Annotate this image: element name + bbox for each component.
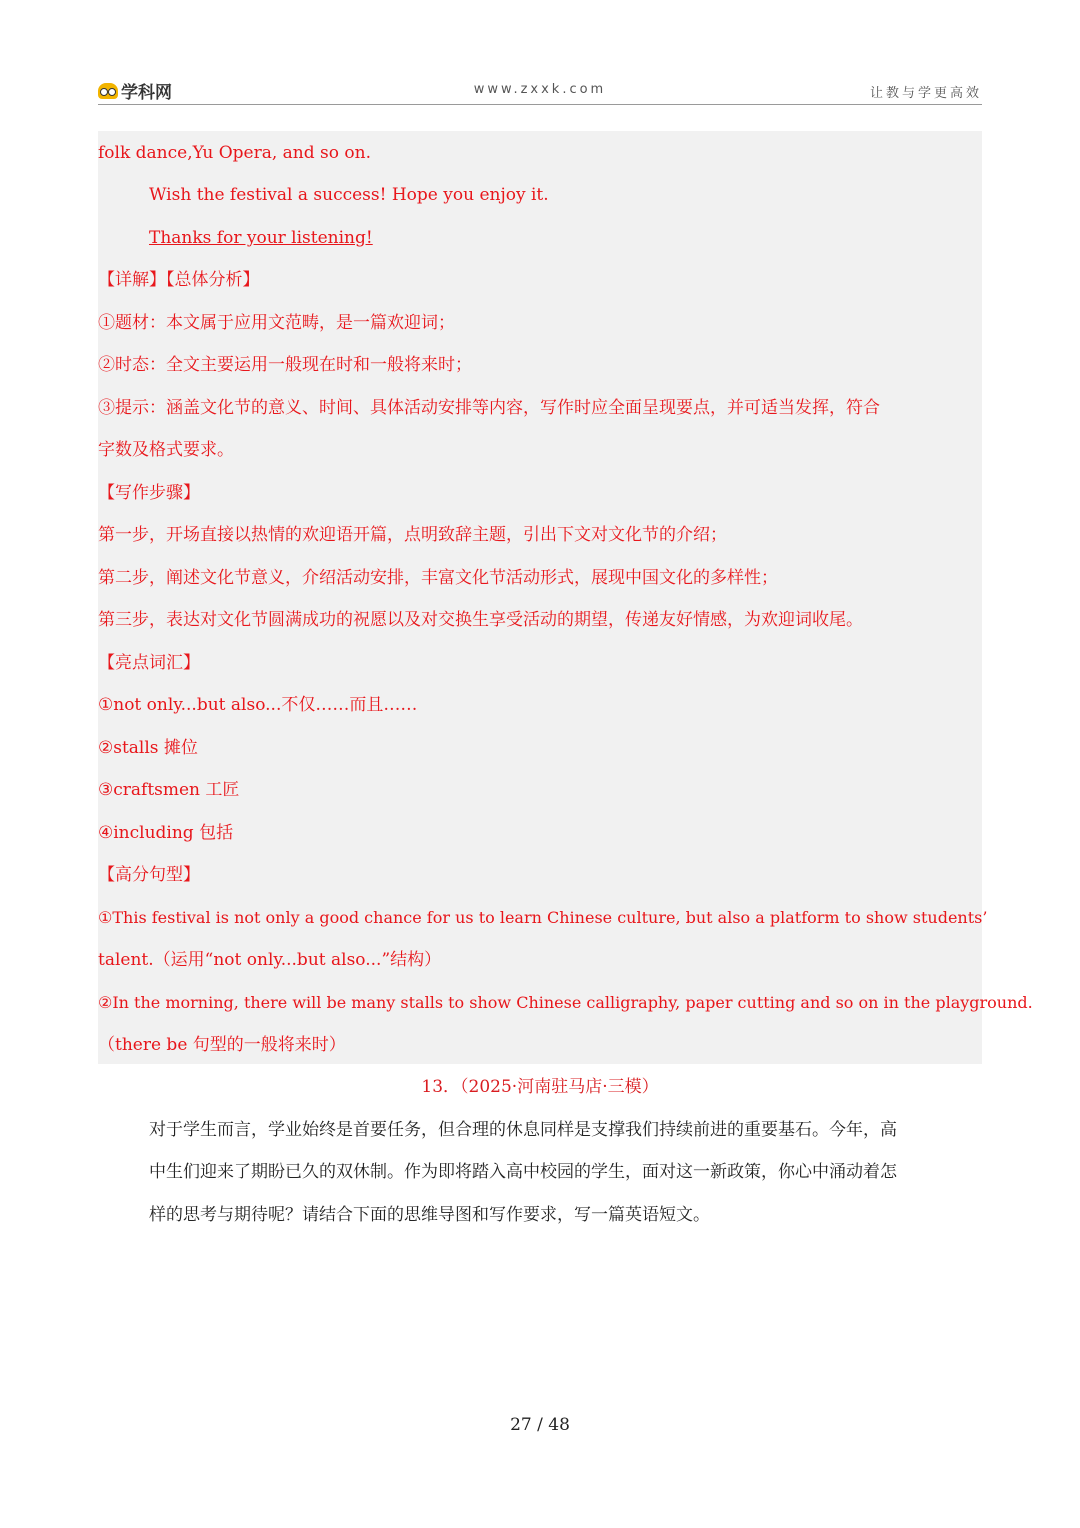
question-prompt-line: 样的思考与期待呢？请结合下面的思维导图和写作要求，写一篇英语短文。 xyxy=(149,1205,710,1225)
answer-line: ①not only...but also...不仅……而且…… xyxy=(98,695,418,715)
answer-line: 第二步，阐述文化节意义，介绍活动安排，丰富文化节活动形式，展现中国文化的多样性； xyxy=(98,568,778,588)
answer-line: ②stalls 摊位 xyxy=(98,738,198,758)
page-header xyxy=(98,74,982,105)
section-heading-sentences: 【高分句型】 xyxy=(98,865,200,885)
question-number: 13．（2025·河南驻马店·三模） xyxy=(421,1077,659,1097)
answer-line: 字数及格式要求。 xyxy=(98,440,234,460)
answer-line: ④including 包括 xyxy=(98,823,234,843)
logo-text: 学科网 xyxy=(121,83,172,103)
answer-line: ①题材：本文属于应用文范畴，是一篇欢迎词； xyxy=(98,313,455,333)
section-heading-vocab: 【亮点词汇】 xyxy=(98,653,200,673)
page-number: 27 / 48 xyxy=(510,1415,570,1435)
answer-line: （there be 句型的一般将来时） xyxy=(98,1035,346,1055)
answer-line: ②时态：全文主要运用一般现在时和一般将来时； xyxy=(98,355,472,375)
section-heading-analysis: 【详解】【总体分析】 xyxy=(98,270,260,290)
answer-line: ②In the morning, there will be many stalls to show Chinese calligraphy, paper cutting and so on in the playground. xyxy=(98,993,1033,1012)
answer-line: 第一步，开场直接以热情的欢迎语开篇，点明致辞主题，引出下文对文化节的介绍； xyxy=(98,525,727,545)
question-prompt-line: 中生们迎来了期盼已久的双休制。作为即将踏入高中校园的学生，面对这一新政策，你心中涌动着怎 xyxy=(149,1162,897,1182)
answer-line: talent.（运用“not only...but also...”结构） xyxy=(98,950,442,970)
answer-line: ③提示：涵盖文化节的意义、时间、具体活动安排等内容，写作时应全面呈现要点，并可适当发挥，符合 xyxy=(98,398,880,418)
answer-line: ①This festival is not only a good chance for us to learn Chinese culture, but also a platform to show students’ xyxy=(98,908,988,927)
answer-section xyxy=(98,131,1033,1064)
answer-line: Wish the festival a success! Hope you enjoy it. xyxy=(149,185,549,205)
section-heading-steps: 【写作步骤】 xyxy=(98,483,200,503)
header-slogan: 让教与学更高效 xyxy=(869,86,982,101)
answer-line: 第三步，表达对文化节圆满成功的祝愿以及对交换生享受活动的期望，传递友好情感，为欢迎词收尾。 xyxy=(98,610,863,630)
answer-line: Thanks for your listening! xyxy=(149,228,373,248)
question-prompt-line: 对于学生而言，学业始终是首要任务，但合理的休息同样是支撑我们持续前进的重要基石。今年，高 xyxy=(149,1120,897,1140)
answer-line: folk dance,Yu Opera, and so on. xyxy=(98,143,371,163)
site-url: www.zxxk.com xyxy=(473,82,607,97)
answer-line: ③craftsmen 工匠 xyxy=(98,780,240,800)
